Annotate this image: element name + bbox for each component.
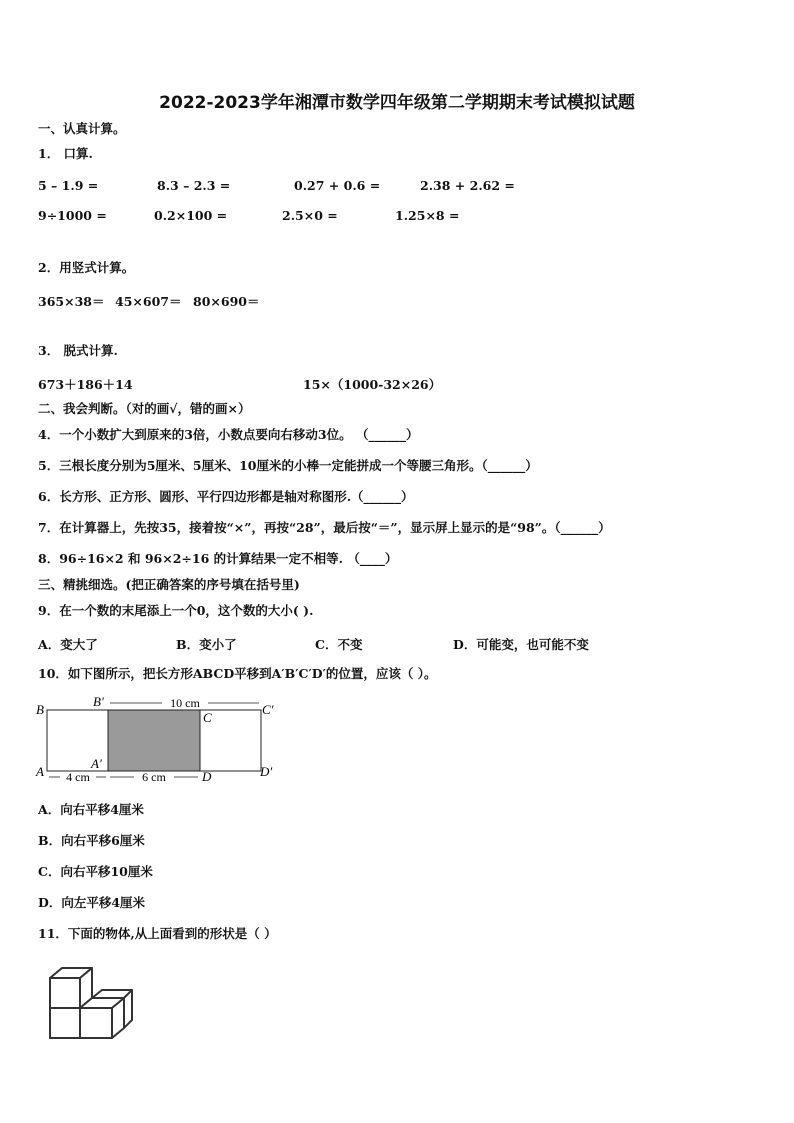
cube-front-face xyxy=(80,1008,112,1038)
label-a-prime: A′ xyxy=(91,756,102,771)
q1-r1-item: 2.38 + 2.62 = xyxy=(420,178,515,193)
label-c: C xyxy=(203,710,212,725)
dim-label-left: 4 cm xyxy=(66,770,90,784)
q10-option-a: A．向右平移4厘米 xyxy=(38,802,144,817)
section-1-heading: 一、认真计算。 xyxy=(38,121,126,136)
q3-item: 15×（1000-32×26） xyxy=(303,377,442,392)
cube-side-face xyxy=(124,990,132,1028)
q9-option-d: D．可能变，也可能不变 xyxy=(453,637,589,652)
q3-item: 673＋186＋14 xyxy=(38,377,133,392)
q10-option-c: C．向右平移10厘米 xyxy=(38,864,153,879)
dim-label-mid: 6 cm xyxy=(142,770,166,784)
judge-item-8: 8．96÷16×2 和 96×2÷16 的计算结果一定不相等. （____） xyxy=(38,551,398,566)
q3-label: 3． 脱式计算. xyxy=(38,343,118,358)
q9-option-c: C．不变 xyxy=(315,637,363,652)
label-d-prime: D′ xyxy=(260,764,273,779)
q2-item: 80×690＝ xyxy=(193,294,260,309)
q10-option-d: D．向左平移4厘米 xyxy=(38,895,146,910)
label-a: A xyxy=(36,764,44,779)
page-title: 2022-2023学年湘潭市数学四年级第二学期期末考试模拟试题 xyxy=(159,93,635,113)
q9-option-a: A．变大了 xyxy=(38,637,98,652)
q1-r1-item: 8.3 – 2.3 = xyxy=(157,178,231,193)
q9-option-b: B．变小了 xyxy=(176,637,237,652)
q1-label: 1． 口算. xyxy=(38,146,93,161)
cube-front-face xyxy=(50,978,80,1008)
q1-r2-item: 0.2×100 = xyxy=(154,208,228,223)
q1-r1-item: 0.27 + 0.6 = xyxy=(294,178,381,193)
q1-r1-item: 5 – 1.9 = xyxy=(38,178,99,193)
label-b-prime: B′ xyxy=(93,694,104,709)
shaded-rectangle-a-prime xyxy=(108,710,200,771)
translation-figure xyxy=(30,692,290,792)
q2-item: 365×38＝ xyxy=(38,294,105,309)
q10-stem: 10．如下图所示，把长方形ABCD平移到A′B′C′D′的位置，应该（ ）。 xyxy=(38,666,437,681)
label-c-prime: C′ xyxy=(262,702,274,717)
cube-stack-figure xyxy=(44,962,136,1040)
q1-r2-item: 9÷1000 = xyxy=(38,208,107,223)
q2-item: 45×607＝ xyxy=(115,294,182,309)
judge-item-4: 4．一个小数扩大到原来的3倍，小数点要向右移动3位。 （______） xyxy=(38,427,419,442)
section-2-heading: 二、我会判断。（对的画√，错的画×） xyxy=(38,401,251,416)
q1-r2-item: 2.5×0 = xyxy=(282,208,338,223)
q10-option-b: B．向右平移6厘米 xyxy=(38,833,145,848)
judge-item-6: 6．长方形、正方形、圆形、平行四边形都是轴对称图形.（______） xyxy=(38,489,414,504)
judge-item-5: 5．三根长度分别为5厘米、5厘米、10厘米的小棒一定能拼成一个等腰三角形。（______） xyxy=(38,458,538,473)
label-d: D xyxy=(202,769,212,784)
q2-label: 2．用竖式计算。 xyxy=(38,260,135,275)
label-b: B xyxy=(36,702,44,717)
q1-r2-item: 1.25×8 = xyxy=(395,208,460,223)
q11-stem: 11．下面的物体,从上面看到的形状是（ ） xyxy=(38,926,277,941)
q9-stem: 9．在一个数的末尾添上一个0，这个数的大小( ). xyxy=(38,603,314,618)
judge-item-7: 7．在计算器上，先按35，接着按“×”，再按“28”，最后按“＝”，显示屏上显示的是“98”。（______） xyxy=(38,520,611,535)
cube-front-face xyxy=(50,1008,80,1038)
dim-label-top: 10 cm xyxy=(170,696,200,710)
section-3-heading: 三、精挑细选。(把正确答案的序号填在括号里) xyxy=(38,577,300,592)
